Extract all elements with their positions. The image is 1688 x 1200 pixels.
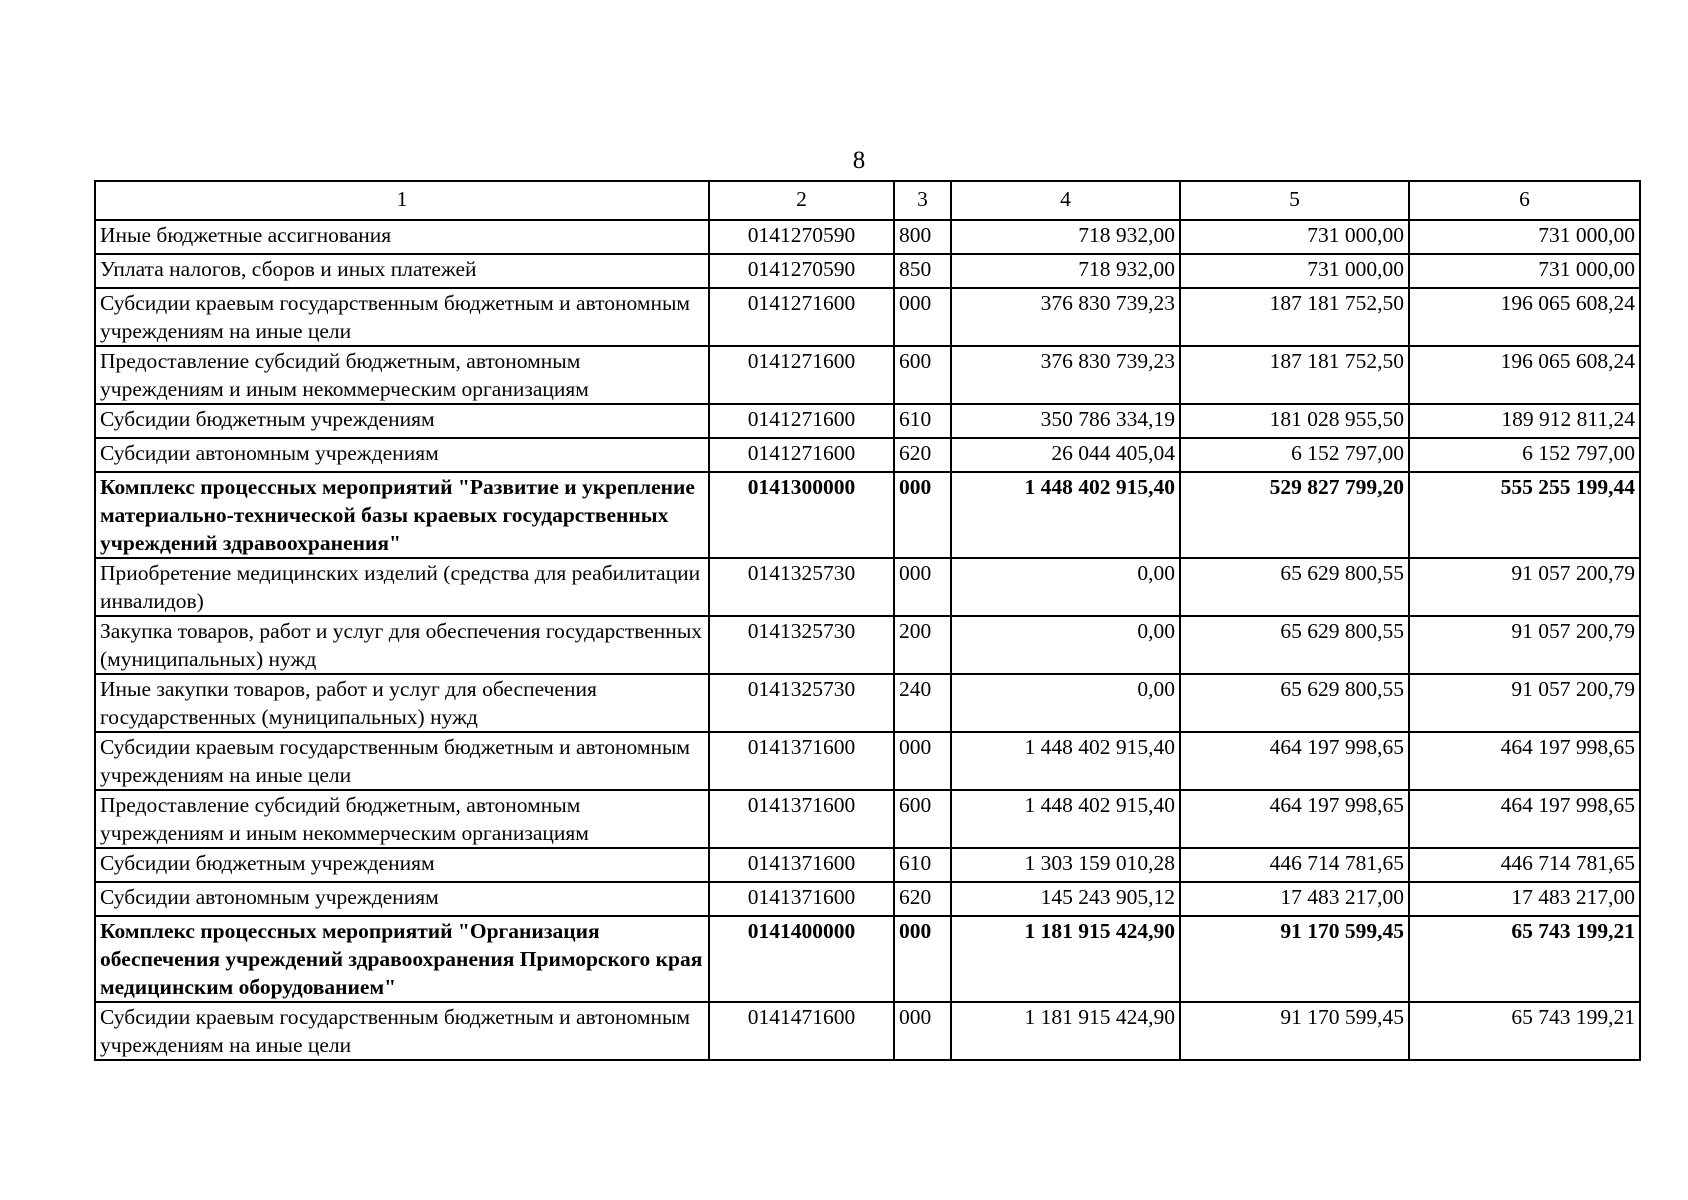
expense-type-cell: 850 <box>894 254 951 288</box>
target-code-cell: 0141371600 <box>709 790 894 848</box>
target-code-cell: 0141271600 <box>709 346 894 404</box>
row-name-cell: Уплата налогов, сборов и иных платежей <box>95 254 709 288</box>
expense-type-cell: 000 <box>894 732 951 790</box>
column-header-5: 5 <box>1180 181 1409 220</box>
expense-type-cell: 600 <box>894 346 951 404</box>
table-row <box>95 404 1640 438</box>
page-number: 8 <box>852 147 866 174</box>
table-row <box>95 790 1640 848</box>
target-code-cell: 0141325730 <box>709 558 894 616</box>
expense-type-cell: 610 <box>894 404 951 438</box>
amount-col4-cell: 376 830 739,23 <box>951 346 1180 404</box>
table-row <box>95 1002 1640 1060</box>
amount-col4-cell: 1 448 402 915,40 <box>951 472 1180 558</box>
target-code-cell: 0141300000 <box>709 472 894 558</box>
target-code-cell: 0141271600 <box>709 288 894 346</box>
target-code-cell: 0141270590 <box>709 220 894 254</box>
amount-col4-cell: 718 932,00 <box>951 254 1180 288</box>
row-name-cell: Комплекс процессных мероприятий "Организация обеспечения учреждений здравоохранения Приморского края медицинским оборудованием" <box>95 916 709 1002</box>
amount-col6-cell: 731 000,00 <box>1409 220 1640 254</box>
row-name-cell: Субсидии автономным учреждениям <box>95 438 709 472</box>
amount-col6-cell: 731 000,00 <box>1409 254 1640 288</box>
amount-col6-cell: 65 743 199,21 <box>1409 916 1640 1002</box>
table-row <box>95 916 1640 1002</box>
amount-col6-cell: 65 743 199,21 <box>1409 1002 1640 1060</box>
amount-col6-cell: 555 255 199,44 <box>1409 472 1640 558</box>
column-header-2: 2 <box>709 181 894 220</box>
amount-col5-cell: 529 827 799,20 <box>1180 472 1409 558</box>
target-code-cell: 0141400000 <box>709 916 894 1002</box>
amount-col6-cell: 446 714 781,65 <box>1409 848 1640 882</box>
expense-type-cell: 620 <box>894 438 951 472</box>
amount-col4-cell: 1 448 402 915,40 <box>951 732 1180 790</box>
target-code-cell: 0141371600 <box>709 848 894 882</box>
amount-col4-cell: 1 181 915 424,90 <box>951 916 1180 1002</box>
table-row <box>95 848 1640 882</box>
target-code-cell: 0141325730 <box>709 674 894 732</box>
row-name-cell: Иные закупки товаров, работ и услуг для обеспечения государственных (муниципальных) нужд <box>95 674 709 732</box>
amount-col4-cell: 0,00 <box>951 558 1180 616</box>
amount-col4-cell: 1 181 915 424,90 <box>951 1002 1180 1060</box>
amount-col4-cell: 1 303 159 010,28 <box>951 848 1180 882</box>
amount-col6-cell: 196 065 608,24 <box>1409 288 1640 346</box>
amount-col4-cell: 26 044 405,04 <box>951 438 1180 472</box>
row-name-cell: Закупка товаров, работ и услуг для обеспечения государственных (муниципальных) нужд <box>95 616 709 674</box>
budget-table <box>94 180 1641 1061</box>
column-header-3: 3 <box>894 181 951 220</box>
amount-col4-cell: 0,00 <box>951 674 1180 732</box>
amount-col6-cell: 196 065 608,24 <box>1409 346 1640 404</box>
amount-col5-cell: 464 197 998,65 <box>1180 790 1409 848</box>
amount-col5-cell: 91 170 599,45 <box>1180 1002 1409 1060</box>
target-code-cell: 0141271600 <box>709 438 894 472</box>
expense-type-cell: 610 <box>894 848 951 882</box>
table-row <box>95 220 1640 254</box>
amount-col5-cell: 6 152 797,00 <box>1180 438 1409 472</box>
amount-col5-cell: 187 181 752,50 <box>1180 346 1409 404</box>
table-header <box>95 181 1640 220</box>
expense-type-cell: 240 <box>894 674 951 732</box>
target-code-cell: 0141325730 <box>709 616 894 674</box>
amount-col5-cell: 17 483 217,00 <box>1180 882 1409 916</box>
amount-col5-cell: 65 629 800,55 <box>1180 616 1409 674</box>
amount-col6-cell: 189 912 811,24 <box>1409 404 1640 438</box>
table-row <box>95 674 1640 732</box>
expense-type-cell: 000 <box>894 472 951 558</box>
table-row <box>95 616 1640 674</box>
expense-type-cell: 000 <box>894 558 951 616</box>
amount-col4-cell: 376 830 739,23 <box>951 288 1180 346</box>
amount-col4-cell: 718 932,00 <box>951 220 1180 254</box>
expense-type-cell: 000 <box>894 288 951 346</box>
target-code-cell: 0141271600 <box>709 404 894 438</box>
header-row <box>95 181 1640 220</box>
amount-col5-cell: 91 170 599,45 <box>1180 916 1409 1002</box>
expense-type-cell: 800 <box>894 220 951 254</box>
table-row <box>95 438 1640 472</box>
expense-type-cell: 620 <box>894 882 951 916</box>
amount-col5-cell: 464 197 998,65 <box>1180 732 1409 790</box>
amount-col6-cell: 464 197 998,65 <box>1409 790 1640 848</box>
row-name-cell: Иные бюджетные ассигнования <box>95 220 709 254</box>
row-name-cell: Предоставление субсидий бюджетным, автономным учреждениям и иным некоммерческим организациям <box>95 346 709 404</box>
amount-col5-cell: 187 181 752,50 <box>1180 288 1409 346</box>
row-name-cell: Комплекс процессных мероприятий "Развитие и укрепление материально-технической базы краевых государственных учреждений здравоохранения" <box>95 472 709 558</box>
expense-type-cell: 000 <box>894 1002 951 1060</box>
amount-col6-cell: 464 197 998,65 <box>1409 732 1640 790</box>
table-row <box>95 254 1640 288</box>
amount-col4-cell: 350 786 334,19 <box>951 404 1180 438</box>
column-header-4: 4 <box>951 181 1180 220</box>
row-name-cell: Субсидии автономным учреждениям <box>95 882 709 916</box>
table-row <box>95 346 1640 404</box>
expense-type-cell: 600 <box>894 790 951 848</box>
row-name-cell: Субсидии бюджетным учреждениям <box>95 848 709 882</box>
column-header-6: 6 <box>1409 181 1640 220</box>
amount-col4-cell: 145 243 905,12 <box>951 882 1180 916</box>
table-row <box>95 882 1640 916</box>
row-name-cell: Субсидии краевым государственным бюджетным и автономным учреждениям на иные цели <box>95 732 709 790</box>
expense-type-cell: 000 <box>894 916 951 1002</box>
table-row <box>95 472 1640 558</box>
row-name-cell: Субсидии бюджетным учреждениям <box>95 404 709 438</box>
target-code-cell: 0141371600 <box>709 732 894 790</box>
amount-col6-cell: 91 057 200,79 <box>1409 558 1640 616</box>
row-name-cell: Предоставление субсидий бюджетным, автономным учреждениям и иным некоммерческим организациям <box>95 790 709 848</box>
amount-col4-cell: 0,00 <box>951 616 1180 674</box>
table-body <box>95 220 1640 1060</box>
table-row <box>95 558 1640 616</box>
amount-col5-cell: 181 028 955,50 <box>1180 404 1409 438</box>
table-row <box>95 288 1640 346</box>
row-name-cell: Субсидии краевым государственным бюджетным и автономным учреждениям на иные цели <box>95 1002 709 1060</box>
amount-col6-cell: 6 152 797,00 <box>1409 438 1640 472</box>
row-name-cell: Субсидии краевым государственным бюджетным и автономным учреждениям на иные цели <box>95 288 709 346</box>
amount-col5-cell: 731 000,00 <box>1180 220 1409 254</box>
amount-col6-cell: 91 057 200,79 <box>1409 616 1640 674</box>
column-header-1: 1 <box>95 181 709 220</box>
table-row <box>95 732 1640 790</box>
amount-col5-cell: 731 000,00 <box>1180 254 1409 288</box>
amount-col5-cell: 65 629 800,55 <box>1180 558 1409 616</box>
target-code-cell: 0141270590 <box>709 254 894 288</box>
target-code-cell: 0141371600 <box>709 882 894 916</box>
amount-col6-cell: 91 057 200,79 <box>1409 674 1640 732</box>
amount-col5-cell: 446 714 781,65 <box>1180 848 1409 882</box>
target-code-cell: 0141471600 <box>709 1002 894 1060</box>
amount-col4-cell: 1 448 402 915,40 <box>951 790 1180 848</box>
amount-col5-cell: 65 629 800,55 <box>1180 674 1409 732</box>
row-name-cell: Приобретение медицинских изделий (средства для реабилитации инвалидов) <box>95 558 709 616</box>
amount-col6-cell: 17 483 217,00 <box>1409 882 1640 916</box>
expense-type-cell: 200 <box>894 616 951 674</box>
